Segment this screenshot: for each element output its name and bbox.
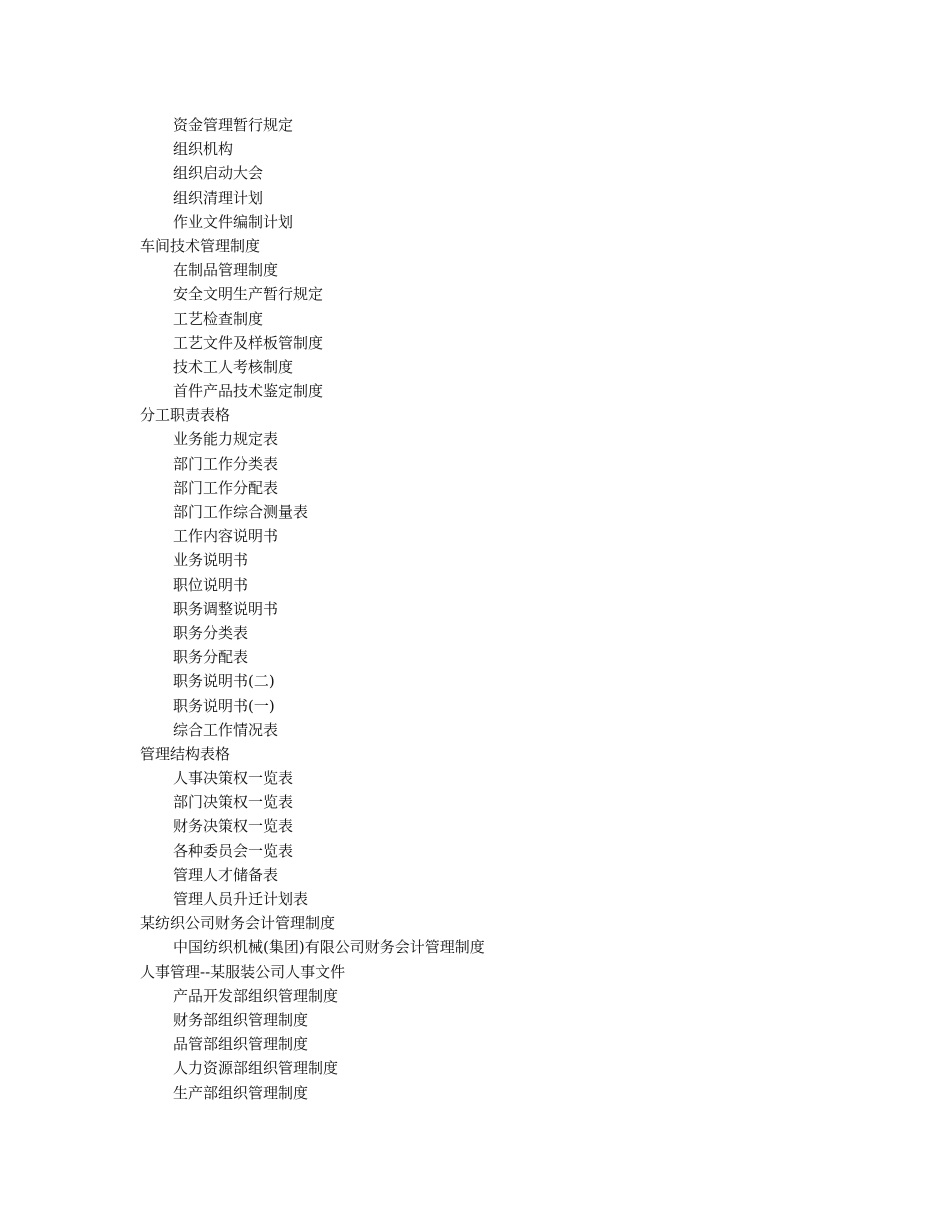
toc-entry: 职务分类表 — [173, 623, 249, 642]
toc-entry: 部门决策权一览表 — [173, 793, 294, 812]
toc-entry: 作业文件编制计划 — [173, 212, 294, 231]
toc-entry: 管理人才储备表 — [173, 865, 279, 884]
toc-entry: 组织启动大会 — [173, 164, 264, 183]
toc-entry: 职务说明书(二) — [173, 672, 275, 691]
toc-entry: 职务分配表 — [173, 648, 249, 667]
toc-entry: 职务调整说明书 — [173, 599, 279, 618]
toc-entry: 各种委员会一览表 — [173, 841, 294, 860]
toc-entry: 财务部组织管理制度 — [173, 1010, 309, 1029]
toc-section-heading: 管理结构表格 — [140, 744, 231, 763]
toc-entry: 资金管理暂行规定 — [173, 116, 294, 134]
toc-entry: 工艺检查制度 — [173, 309, 264, 328]
toc-entry: 管理人员升迁计划表 — [173, 890, 309, 908]
toc-entry: 综合工作情况表 — [173, 720, 279, 739]
toc-section-heading: 车间技术管理制度 — [140, 236, 261, 255]
toc-section-heading: 人事管理--某服装公司人事文件 — [140, 962, 346, 981]
toc-entry: 部门工作综合测量表 — [173, 503, 309, 521]
toc-entry: 职务说明书(一) — [173, 696, 275, 715]
toc-entry: 品管部组织管理制度 — [173, 1035, 309, 1054]
toc-entry: 组织清理计划 — [173, 188, 264, 207]
toc-entry: 工艺文件及样板管制度 — [173, 333, 324, 352]
toc-entry: 人力资源部组织管理制度 — [173, 1059, 339, 1078]
toc-entry: 安全文明生产暂行规定 — [173, 285, 324, 304]
toc-entry: 首件产品技术鉴定制度 — [173, 382, 324, 401]
table-of-contents — [140, 113, 485, 1105]
toc-entry: 业务说明书 — [173, 551, 249, 570]
toc-section-heading: 某纺织公司财务会计管理制度 — [140, 914, 336, 933]
toc-entry: 人事决策权一览表 — [173, 769, 294, 788]
toc-entry: 产品开发部组织管理制度 — [173, 986, 339, 1005]
toc-entry: 在制品管理制度 — [173, 261, 279, 280]
toc-entry: 中国纺织机械(集团)有限公司财务会计管理制度 — [173, 938, 485, 957]
toc-entry: 业务能力规定表 — [173, 430, 279, 449]
toc-entry: 技术工人考核制度 — [173, 357, 294, 376]
toc-entry: 工作内容说明书 — [173, 527, 279, 546]
toc-entry: 部门工作分类表 — [173, 454, 279, 473]
toc-entry: 生产部组织管理制度 — [173, 1083, 309, 1102]
toc-entry: 组织机构 — [173, 140, 234, 159]
toc-entry: 财务决策权一览表 — [173, 817, 294, 836]
toc-entry: 部门工作分配表 — [173, 478, 279, 497]
toc-section-heading: 分工职责表格 — [140, 406, 231, 425]
toc-entry: 职位说明书 — [173, 575, 249, 594]
